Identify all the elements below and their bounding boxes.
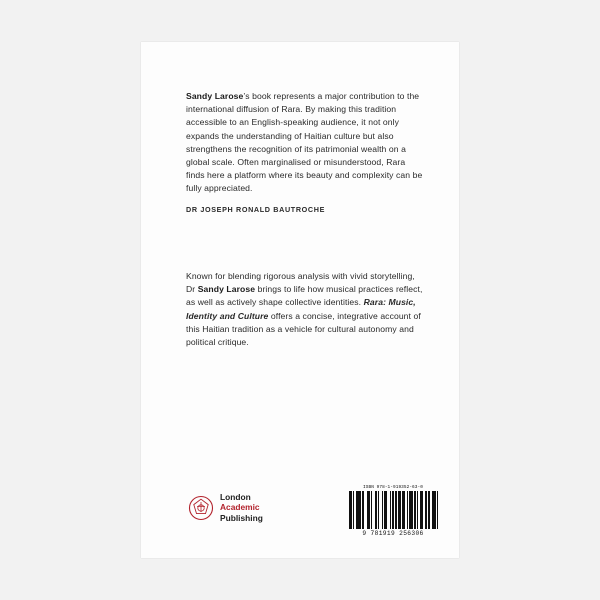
blurb-two-author-name: Sandy Larose: [197, 284, 256, 295]
publisher-line-2: Academic: [220, 502, 260, 513]
publisher-line-3: Publishing: [220, 512, 263, 523]
blurb-two-text: [186, 270, 426, 349]
blurb-one-block: [186, 90, 426, 214]
blurb-one-attribution: DR JOSEPH RONALD BAUTROCHE: [186, 204, 326, 214]
blurb-one-text: [186, 90, 426, 196]
isbn-text-bottom: 9 781919 256306: [362, 530, 424, 537]
publisher-name: [220, 492, 263, 523]
barcode-bars: [349, 491, 437, 529]
blurb-one-author-name: Sandy Larose: [186, 91, 244, 101]
blurb-two-body-2: brings to life how musical practices reflect, as well as actively shape collective identities.: [186, 284, 423, 308]
barcode-block: [349, 485, 437, 537]
blurb-two-block: [186, 270, 426, 349]
blurb-two-body-1: Known for blending rigorous analysis with vivid storytelling, Dr: [186, 271, 415, 295]
publisher-line-1: London: [220, 492, 251, 502]
blurb-two-book-title: Rara: Music, Identity and Culture: [186, 297, 416, 321]
publisher-logo-block: [188, 492, 263, 523]
isbn-text-top: ISBN 978-1-919352-63-0: [363, 485, 423, 490]
blurb-two-body-3: offers a concise, integrative account of this Haitian tradition as a vehicle for cultural autonomy and political critique.: [186, 310, 421, 348]
book-back-cover: [141, 42, 459, 558]
publisher-crest-icon: [188, 495, 214, 521]
blurb-one-body: ’s book represents a major contribution to the international diffusion of Rara. By making this tradition accessible to an English-speaking audience, it not only expands the understanding of Haitian culture but also strengthens the recognition of its patrimonial wealth on a global scale. Often marginalised or misunderstood, Rara finds here a platform where its beauty and complexity can be fully appreciated.: [186, 91, 423, 194]
